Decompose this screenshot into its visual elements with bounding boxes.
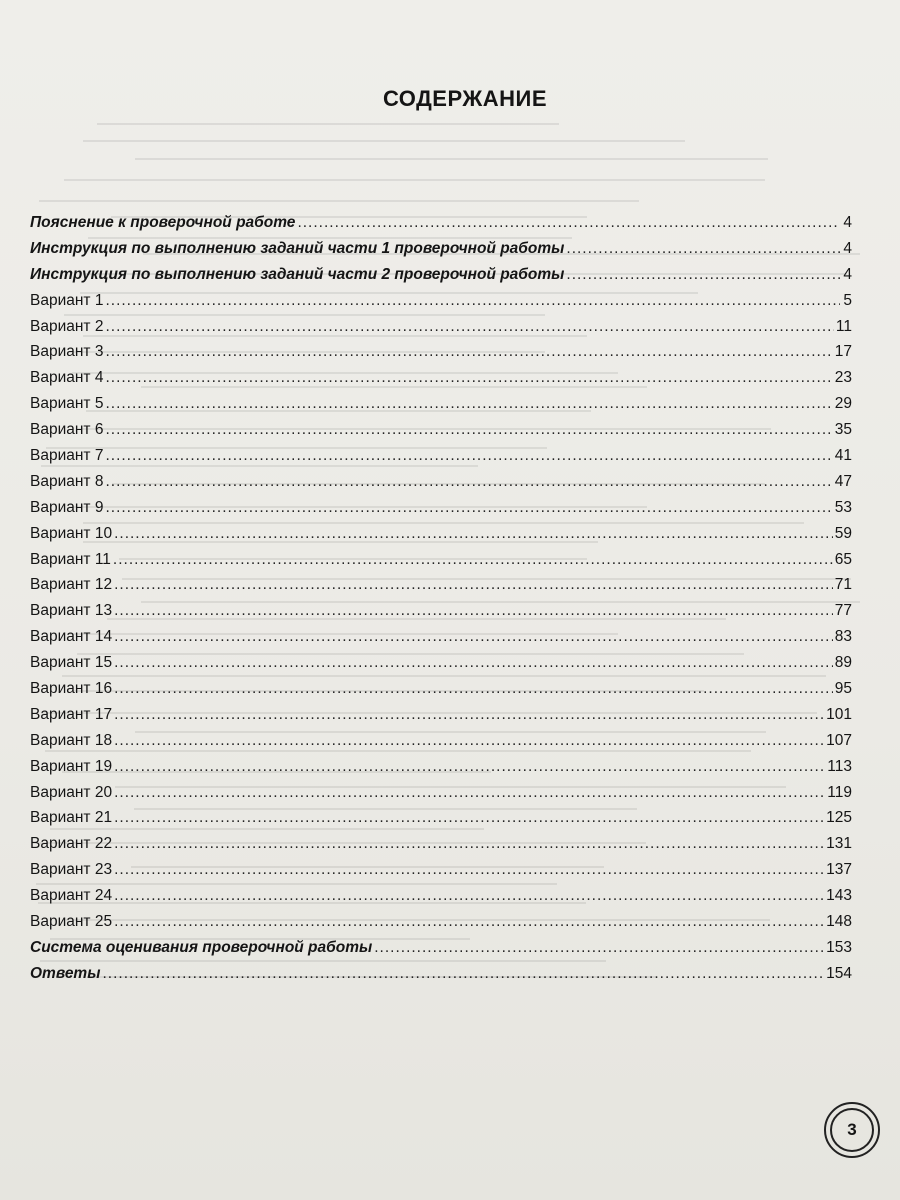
toc-row[interactable] xyxy=(30,288,852,314)
toc-page-number: 83 xyxy=(834,628,852,646)
page-title: СОДЕРЖАНИЕ xyxy=(382,86,548,111)
toc-leader-dots xyxy=(114,831,824,857)
toc-entry-label: Вариант 3 xyxy=(30,343,104,361)
toc-page-number: 53 xyxy=(834,498,852,516)
toc-entry-label: Вариант 11 xyxy=(30,550,111,568)
toc-row[interactable] xyxy=(30,883,852,909)
toc-leader-dots xyxy=(566,262,840,288)
toc-page-number: 154 xyxy=(826,964,852,982)
toc-page-number: 5 xyxy=(843,291,852,309)
toc-entry-label: Вариант 2 xyxy=(30,317,104,335)
toc-entry-label: Вариант 16 xyxy=(30,680,113,698)
toc-page-number: 119 xyxy=(827,783,852,801)
toc-page-number: 4 xyxy=(843,239,852,257)
toc-leader-dots xyxy=(105,314,833,340)
toc-page-number: 153 xyxy=(826,938,852,956)
toc-page-number: 89 xyxy=(834,654,852,672)
toc-row[interactable] xyxy=(30,831,852,857)
toc-page-number: 23 xyxy=(834,369,852,387)
toc-entry-label: Вариант 18 xyxy=(30,731,113,749)
toc-leader-dots xyxy=(114,598,833,624)
toc-row[interactable] xyxy=(30,495,852,521)
toc-leader-dots xyxy=(114,676,833,702)
toc-row[interactable] xyxy=(30,521,852,547)
toc-row[interactable] xyxy=(30,547,852,573)
toc-entry-label: Вариант 14 xyxy=(30,628,113,646)
toc-entry-label: Вариант 9 xyxy=(30,498,104,516)
toc-page-number: 148 xyxy=(826,913,852,931)
toc-row[interactable] xyxy=(30,210,852,236)
toc-leader-dots xyxy=(114,624,833,650)
toc-page-number: 77 xyxy=(834,602,852,620)
toc-leader-dots xyxy=(114,857,824,883)
toc-leader-dots xyxy=(102,961,824,987)
toc-leader-dots xyxy=(114,754,825,780)
bleed-through-line xyxy=(64,179,765,181)
toc-row[interactable] xyxy=(30,236,852,262)
toc-entry-label: Вариант 6 xyxy=(30,421,104,439)
toc-entry-label: Вариант 17 xyxy=(30,705,113,723)
toc-row[interactable] xyxy=(30,702,852,728)
toc-entry-label: Вариант 10 xyxy=(30,524,113,542)
toc-entry-label: Ответы xyxy=(30,964,101,982)
toc-page-number: 29 xyxy=(834,395,852,413)
toc-leader-dots xyxy=(113,547,833,573)
toc-page-number: 4 xyxy=(843,265,852,283)
toc-entry-label: Вариант 1 xyxy=(30,291,104,309)
toc-row[interactable] xyxy=(30,391,852,417)
toc-leader-dots xyxy=(114,702,824,728)
toc-leader-dots xyxy=(374,935,824,961)
toc-row[interactable] xyxy=(30,443,852,469)
toc-leader-dots xyxy=(114,909,824,935)
toc-leader-dots xyxy=(114,780,825,806)
toc-entry-label: Вариант 13 xyxy=(30,602,113,620)
toc-page-number: 131 xyxy=(826,835,852,853)
toc-leader-dots xyxy=(114,521,833,547)
toc-page-number: 65 xyxy=(834,550,852,568)
toc-page-number: 59 xyxy=(834,524,852,542)
toc-page-number: 41 xyxy=(834,447,852,465)
toc-row[interactable] xyxy=(30,572,852,598)
toc-row[interactable] xyxy=(30,909,852,935)
toc-page-number: 17 xyxy=(834,343,852,361)
toc-page-number: 143 xyxy=(826,887,852,905)
toc-row[interactable] xyxy=(30,469,852,495)
toc-entry-label: Вариант 8 xyxy=(30,472,104,490)
toc-row[interactable] xyxy=(30,650,852,676)
toc-leader-dots xyxy=(105,495,832,521)
toc-leader-dots xyxy=(105,469,832,495)
toc-entry-label: Система оценивания проверочной работы xyxy=(30,938,373,956)
toc-entry-label: Инструкция по выполнению заданий части 1 проверочной работы xyxy=(30,239,565,257)
toc-entry-label: Пояснение к проверочной работе xyxy=(30,214,296,231)
toc-leader-dots xyxy=(105,417,832,443)
page-number: 3 xyxy=(830,1108,874,1152)
toc-entry-label: Вариант 23 xyxy=(30,861,113,879)
toc-entry-label: Вариант 7 xyxy=(30,447,104,465)
toc-page-number: 71 xyxy=(834,576,852,594)
toc-row[interactable] xyxy=(30,624,852,650)
table-of-contents xyxy=(30,210,852,987)
toc-entry-label: Вариант 21 xyxy=(30,809,113,827)
toc-row[interactable] xyxy=(30,262,852,288)
toc-row[interactable] xyxy=(30,961,852,987)
toc-leader-dots xyxy=(114,650,833,676)
toc-row[interactable] xyxy=(30,780,852,806)
toc-leader-dots xyxy=(114,728,824,754)
toc-entry-label: Вариант 4 xyxy=(30,369,104,387)
toc-row[interactable] xyxy=(30,728,852,754)
toc-leader-dots xyxy=(105,288,840,314)
toc-leader-dots xyxy=(105,365,832,391)
toc-leader-dots xyxy=(105,339,832,365)
toc-leader-dots xyxy=(114,805,824,831)
toc-entry-label: Вариант 12 xyxy=(30,576,113,594)
toc-page-number: 11 xyxy=(835,317,852,335)
toc-entry-label: Вариант 15 xyxy=(30,654,113,672)
bleed-through-line xyxy=(83,140,685,142)
toc-row[interactable] xyxy=(30,314,852,340)
toc-row[interactable] xyxy=(30,754,852,780)
toc-row[interactable] xyxy=(30,676,852,702)
toc-page-number: 47 xyxy=(834,472,852,490)
toc-row[interactable] xyxy=(30,365,852,391)
bleed-through-line xyxy=(39,200,638,202)
toc-entry-label: Вариант 19 xyxy=(30,757,113,775)
page-number-badge xyxy=(824,1102,880,1158)
toc-row[interactable] xyxy=(30,339,852,365)
toc-page-number: 107 xyxy=(826,731,852,749)
toc-row[interactable] xyxy=(30,598,852,624)
toc-entry-label: Инструкция по выполнению заданий части 2 проверочной работы xyxy=(30,265,565,283)
bleed-through-line xyxy=(135,158,767,160)
toc-page-number: 125 xyxy=(826,809,852,827)
toc-page-number: 101 xyxy=(826,705,852,723)
toc-entry-label: Вариант 25 xyxy=(30,913,113,931)
toc-entry-label: Вариант 22 xyxy=(30,835,113,853)
toc-row[interactable] xyxy=(30,857,852,883)
toc-page-number: 95 xyxy=(834,680,852,698)
toc-row[interactable] xyxy=(30,935,852,961)
toc-leader-dots xyxy=(105,443,832,469)
toc-page-number: 113 xyxy=(827,757,852,775)
toc-row[interactable] xyxy=(30,805,852,831)
toc-page-number: 137 xyxy=(826,861,852,879)
toc-entry-label: Вариант 5 xyxy=(30,395,104,413)
toc-leader-dots xyxy=(114,883,824,909)
toc-page-number: 4 xyxy=(843,214,852,231)
toc-page-number: 35 xyxy=(834,421,852,439)
toc-entry-label: Вариант 20 xyxy=(30,783,113,801)
toc-leader-dots xyxy=(297,210,840,236)
bleed-through-line xyxy=(97,123,559,125)
toc-row[interactable] xyxy=(30,417,852,443)
toc-entry-label: Вариант 24 xyxy=(30,887,113,905)
toc-leader-dots xyxy=(566,236,840,262)
toc-leader-dots xyxy=(114,572,833,598)
toc-leader-dots xyxy=(105,391,832,417)
